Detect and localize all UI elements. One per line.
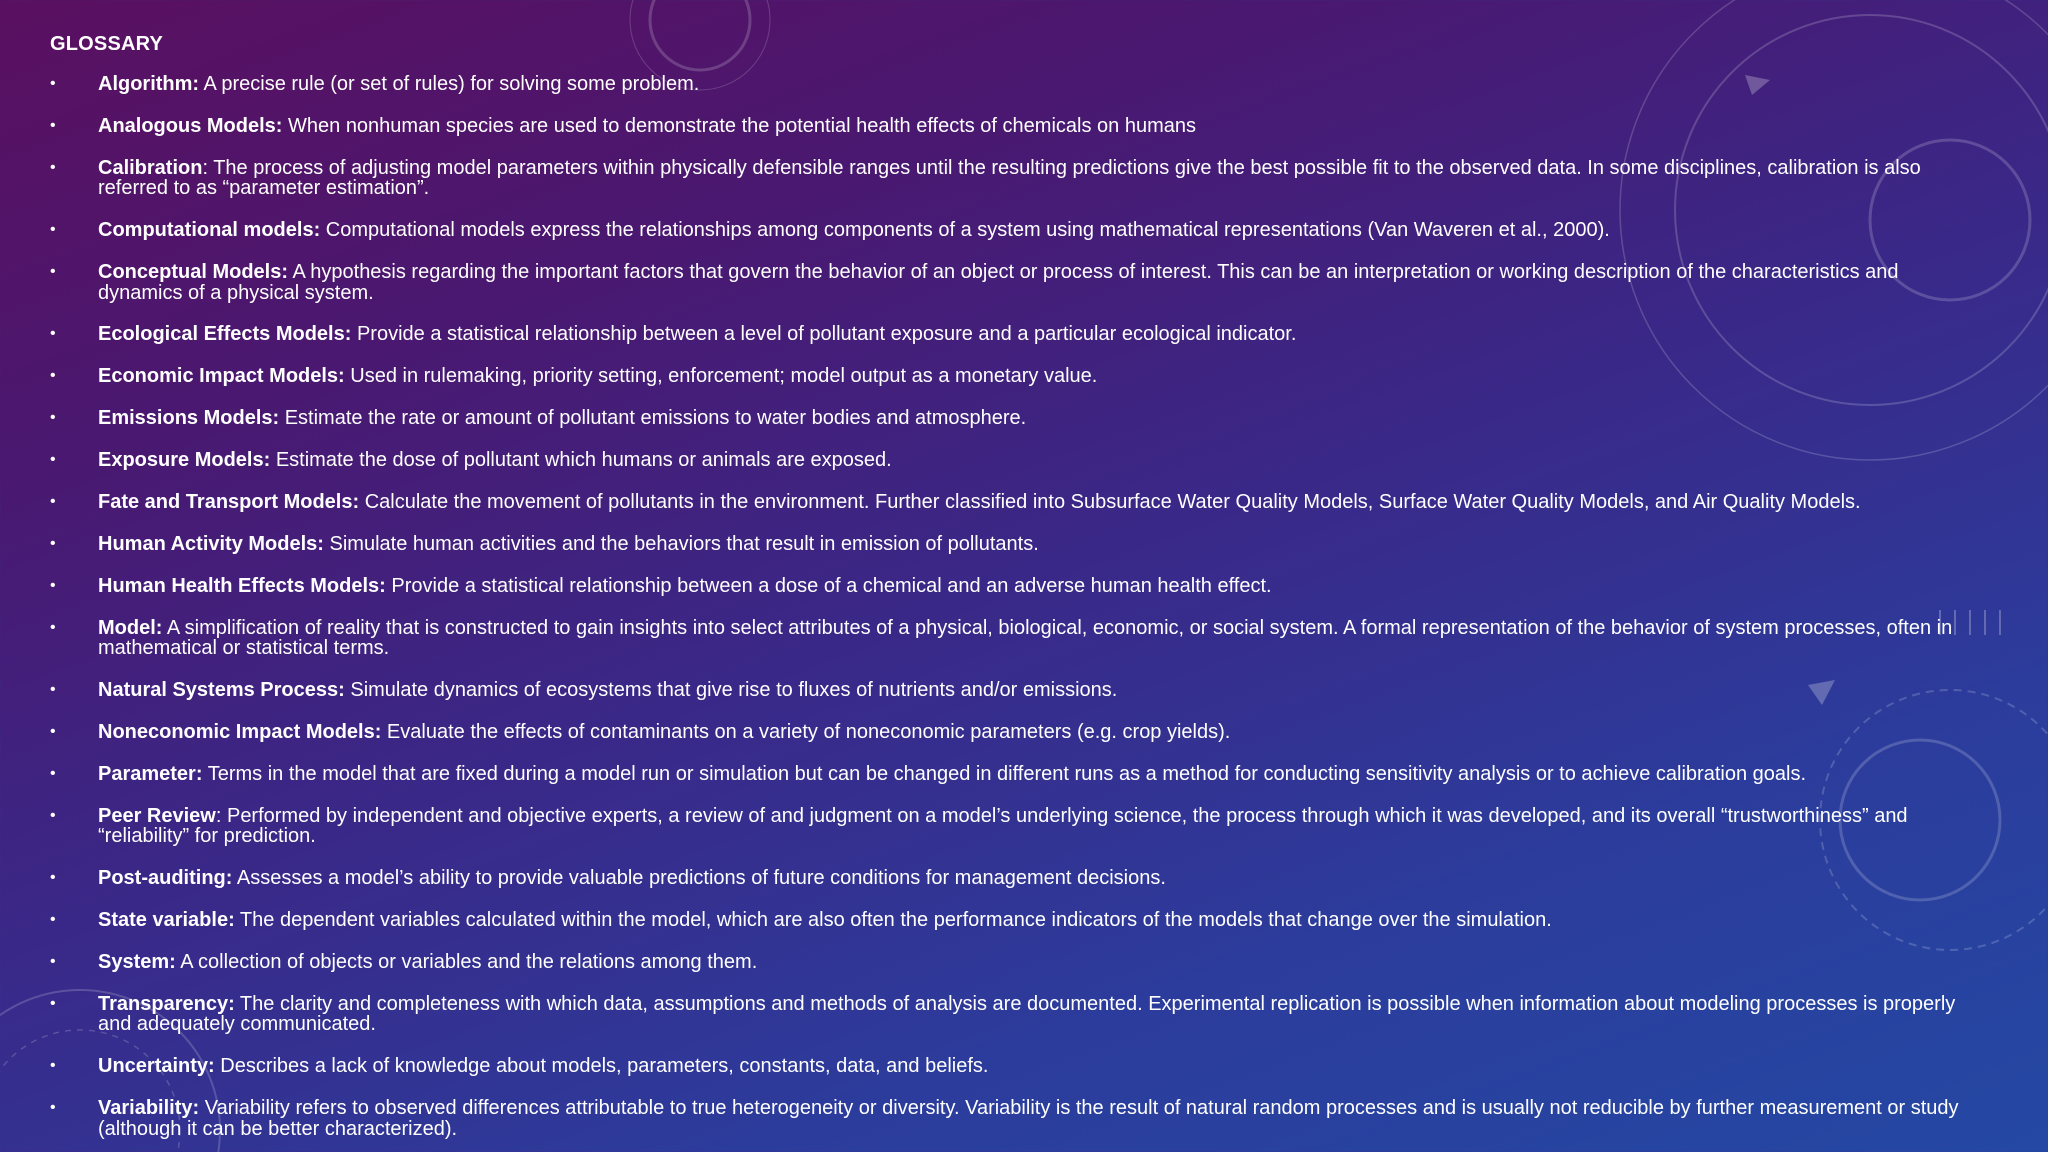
glossary-definition: A collection of objects or variables and the relations among them. — [175, 950, 758, 973]
glossary-item — [50, 576, 1980, 597]
glossary-term: Analogous Models: — [98, 114, 283, 137]
glossary-definition: Computational models express the relationships among components of a system using mathematical representations (Van Waveren et al., 2000). — [320, 219, 1610, 242]
glossary-term: Uncertainty: — [98, 1055, 215, 1078]
glossary-definition: The dependent variables calculated within the model, which are also often the performance indicators of the models that change over the simulation. — [234, 909, 1552, 932]
glossary-term: Post-auditing: — [98, 867, 233, 890]
bullet-icon: • — [50, 869, 56, 887]
bullet-icon: • — [50, 576, 56, 594]
bullet-icon: • — [50, 534, 56, 552]
glossary-item — [50, 366, 1980, 387]
glossary-term: Parameter: — [98, 762, 203, 785]
glossary-definition: Estimate the dose of pollutant which humans or animals are exposed. — [270, 449, 892, 472]
glossary-definition: Terms in the model that are fixed during a model run or simulation but can be changed in different runs as a method for conducting sensitivity analysis or to achieve calibration goals. — [202, 762, 1807, 785]
glossary-term: Variability: — [98, 1097, 200, 1120]
glossary-definition: : Performed by independent and objective experts, a review of and judgment on a model’s underlying science, the process through which it was developed, and its overall “trustworthiness” and “reliability” for prediction. — [98, 804, 1908, 848]
bullet-icon: • — [50, 618, 56, 636]
glossary-term: State variable: — [98, 909, 235, 932]
glossary-term: System: — [98, 950, 176, 973]
glossary-item — [50, 262, 1980, 303]
bullet-icon: • — [50, 221, 56, 239]
glossary-definition: Provide a statistical relationship between a dose of a chemical and an adverse human health effect. — [385, 574, 1272, 597]
glossary-item — [50, 116, 1980, 137]
glossary-term: Computational models: — [98, 219, 321, 242]
glossary-item — [50, 220, 1980, 241]
bullet-icon: • — [50, 1099, 56, 1117]
glossary-definition: Evaluate the effects of contaminants on a variety of noneconomic parameters (e.g. crop yields). — [381, 720, 1231, 743]
bullet-icon: • — [50, 806, 56, 824]
glossary-item — [50, 324, 1980, 345]
glossary-term: Exposure Models: — [98, 449, 271, 472]
glossary-definition: Simulate human activities and the behaviors that result in emission of pollutants. — [323, 532, 1039, 555]
bullet-icon: • — [50, 493, 56, 511]
glossary-item — [50, 952, 1980, 973]
glossary-definition: Provide a statistical relationship between a level of pollutant exposure and a particular ecological indicator. — [351, 323, 1297, 346]
glossary-item — [50, 910, 1980, 931]
bullet-icon: • — [50, 325, 56, 343]
bullet-icon: • — [50, 764, 56, 782]
glossary-term: Emissions Models: — [98, 407, 280, 430]
glossary-definition: Calculate the movement of pollutants in the environment. Further classified into Subsurface Water Quality Models, Surface Water Quality Models, and Air Quality Models. — [359, 491, 1861, 514]
glossary-item — [50, 868, 1980, 889]
glossary-definition: Simulate dynamics of ecosystems that give rise to fluxes of nutrients and/or emissions. — [344, 679, 1118, 702]
glossary-item — [50, 450, 1980, 471]
glossary-term: Noneconomic Impact Models: — [98, 720, 382, 743]
glossary-term: Algorithm: — [98, 73, 200, 95]
glossary-item — [50, 806, 1980, 847]
bullet-icon: • — [50, 722, 56, 740]
glossary-definition: Assesses a model’s ability to provide valuable predictions of future conditions for management decisions. — [232, 867, 1166, 890]
bullet-icon: • — [50, 451, 56, 469]
bullet-icon: • — [50, 367, 56, 385]
glossary-term: Natural Systems Process: — [98, 679, 345, 702]
glossary-term: Transparency: — [98, 992, 235, 1015]
glossary-term: Ecological Effects Models: — [98, 323, 352, 346]
glossary-item — [50, 680, 1980, 701]
glossary-definition: A hypothesis regarding the important factors that govern the behavior of an object or process of interest. This can be an interpretation or working description of the characteristics and dynamics of a physical system. — [98, 261, 1899, 304]
glossary-item — [50, 1098, 1980, 1139]
glossary-definition: Variability refers to observed differences attributable to true heterogeneity or diversity. Variability is the result of natural random processes and is usually not reducible by further measurement or study (although it can be better characterized). — [98, 1097, 1959, 1140]
glossary-term: Human Activity Models: — [98, 532, 324, 555]
bullet-icon: • — [50, 994, 56, 1012]
glossary-term: Fate and Transport Models: — [98, 491, 360, 514]
glossary-term: Human Health Effects Models: — [98, 574, 386, 597]
glossary-term: Conceptual Models: — [98, 261, 289, 284]
glossary-term: Economic Impact Models: — [98, 365, 345, 388]
bullet-icon: • — [50, 1057, 56, 1075]
glossary-item — [50, 722, 1980, 743]
glossary-term: Model: — [98, 616, 163, 639]
glossary-definition: : The process of adjusting model parameters within physically defensible ranges until the resulting predictions give the best possible fit to the observed data. In some disciplines, calibration is also referred to as “parameter estimation”. — [98, 156, 1921, 200]
glossary-definition: When nonhuman species are used to demonstrate the potential health effects of chemicals on humans — [282, 114, 1196, 137]
glossary-term: Calibration — [98, 156, 203, 179]
glossary-item — [50, 492, 1980, 513]
bullet-icon: • — [50, 158, 56, 176]
glossary-definition: Describes a lack of knowledge about models, parameters, constants, data, and beliefs. — [214, 1055, 989, 1078]
glossary-term: Peer Review — [98, 804, 216, 827]
glossary-item — [50, 74, 1980, 95]
bullet-icon: • — [50, 409, 56, 427]
bullet-icon: • — [50, 911, 56, 929]
bullet-icon: • — [50, 116, 56, 134]
glossary-item — [50, 618, 1980, 659]
bullet-icon: • — [50, 75, 56, 92]
glossary-definition: A simplification of reality that is constructed to gain insights into select attributes of a physical, biological, economic, or social system. A formal representation of the behavior of system processes, often in mathematical or statistical terms. — [98, 616, 1953, 660]
bullet-icon: • — [50, 952, 56, 970]
glossary-item — [50, 158, 1980, 199]
glossary-item — [50, 764, 1980, 785]
glossary-list — [50, 74, 1980, 1139]
glossary-definition: Estimate the rate or amount of pollutant emissions to water bodies and atmosphere. — [279, 407, 1027, 430]
bullet-icon: • — [50, 263, 56, 281]
glossary-item — [50, 408, 1980, 429]
glossary-item — [50, 994, 1980, 1035]
glossary-definition: The clarity and completeness with which data, assumptions and methods of analysis are documented. Experimental replication is possible when information about modeling processes is properly and adequately communicated. — [98, 992, 1956, 1036]
bullet-icon: • — [50, 681, 56, 699]
slide-title: GLOSSARY — [50, 33, 164, 55]
glossary-item — [50, 534, 1980, 555]
glossary-definition: Used in rulemaking, priority setting, enforcement; model output as a monetary value. — [344, 365, 1098, 388]
glossary-definition: A precise rule (or set of rules) for solving some problem. — [199, 73, 700, 95]
glossary-item — [50, 1056, 1980, 1077]
glossary-slide — [50, 30, 1980, 1152]
